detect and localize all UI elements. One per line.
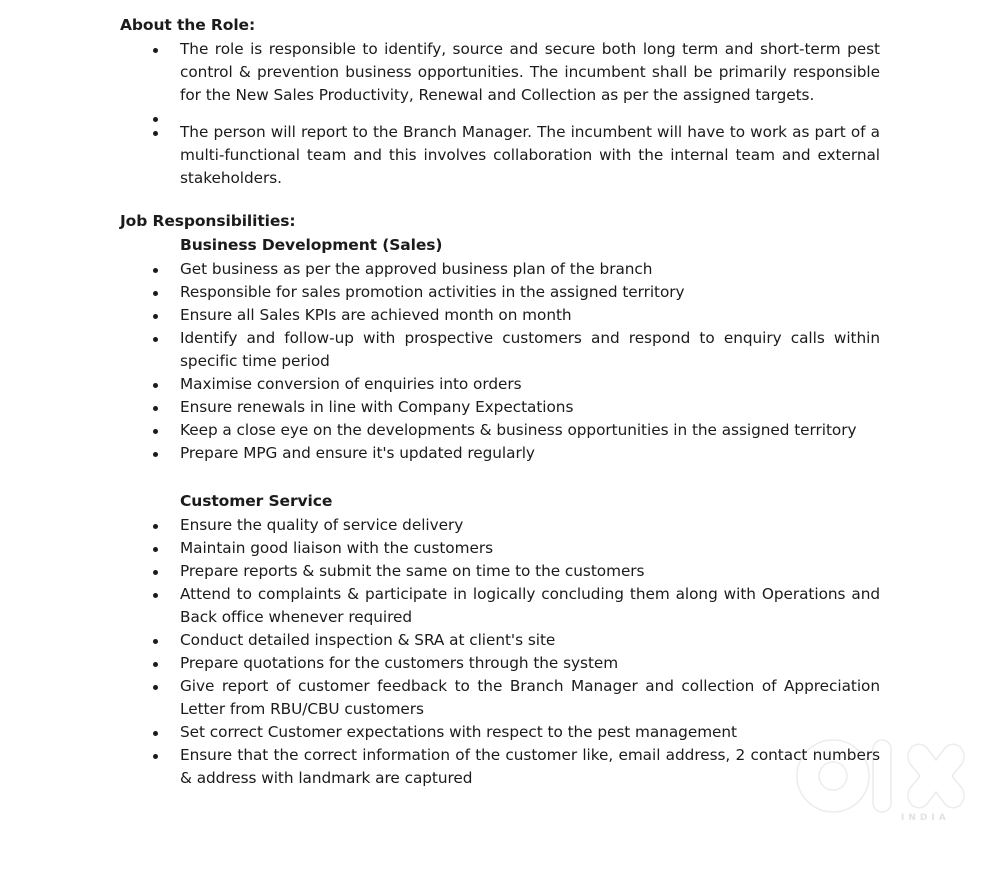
- list-item: [120, 583, 880, 629]
- watermark-subtitle: INDIA: [901, 813, 950, 823]
- business-development-bullet-list: [120, 258, 880, 465]
- bullet-text: The role is responsible to identify, source and secure both long term and short-term pest control & prevention business opportunities. The incumbent shall be primarily responsible for the New Sales Productivity, Renewal and Collection as per the assigned targets.: [180, 40, 880, 104]
- section-spacer: [120, 190, 880, 210]
- list-item: [120, 560, 880, 583]
- heading-job-responsibilities: Job Responsibilities:: [120, 212, 296, 230]
- list-item: [120, 442, 880, 465]
- bullet-text: Ensure that the correct information of the customer like, email address, 2 contact numbers & address with landmark are captured: [180, 746, 880, 787]
- bullet-text: Set correct Customer expectations with respect to the pest management: [180, 723, 738, 741]
- bullet-text: Responsible for sales promotion activities in the assigned territory: [180, 283, 685, 301]
- list-item: [120, 121, 880, 190]
- about-the-role-bullet-list: [120, 38, 880, 190]
- bullet-text: Keep a close eye on the developments & business opportunities in the assigned territory: [180, 421, 857, 439]
- list-item: [120, 419, 880, 442]
- bullet-text: Give report of customer feedback to the Branch Manager and collection of Appreciation Letter from RBU/CBU customers: [180, 677, 880, 718]
- list-item: [120, 675, 880, 721]
- bullet-text: Prepare reports & submit the same on time to the customers: [180, 562, 645, 580]
- list-item: [120, 396, 880, 419]
- document-content: [120, 14, 880, 790]
- bullet-text: Ensure renewals in line with Company Expectations: [180, 398, 574, 416]
- list-item: [120, 721, 880, 744]
- bullet-text: Prepare MPG and ensure it's updated regularly: [180, 444, 535, 462]
- bullet-text: Prepare quotations for the customers through the system: [180, 654, 619, 672]
- bullet-text: The person will report to the Branch Manager. The incumbent will have to work as part of a multi-functional team and this involves collaboration with the internal team and external stakeholders.: [180, 123, 880, 187]
- list-item: [120, 514, 880, 537]
- bullet-text: Conduct detailed inspection & SRA at client's site: [180, 631, 556, 649]
- bullet-spacer: [120, 107, 880, 121]
- subsection-spacer: [120, 465, 880, 490]
- list-item: [120, 258, 880, 281]
- list-item: [120, 373, 880, 396]
- heading-customer-service: Customer Service: [180, 492, 333, 510]
- list-item: [120, 304, 880, 327]
- bullet-text: Identify and follow-up with prospective customers and respond to enquiry calls within specific time period: [180, 329, 880, 370]
- bullet-text: Maintain good liaison with the customers: [180, 539, 493, 557]
- bullet-text: Ensure the quality of service delivery: [180, 516, 464, 534]
- bullet-text: Ensure all Sales KPIs are achieved month on month: [180, 306, 572, 324]
- heading-business-development-sales: Business Development (Sales): [180, 236, 443, 254]
- bullet-text: Attend to complaints & participate in logically concluding them along with Operations and Back office whenever required: [180, 585, 880, 626]
- list-item: [120, 281, 880, 304]
- list-item: [120, 629, 880, 652]
- bullet-text: Get business as per the approved business plan of the branch: [180, 260, 653, 278]
- list-item: [120, 327, 880, 373]
- list-item: [120, 652, 880, 675]
- list-item: [120, 38, 880, 107]
- bullet-text: Maximise conversion of enquiries into orders: [180, 375, 522, 393]
- customer-service-bullet-list: [120, 514, 880, 790]
- heading-about-the-role: About the Role:: [120, 16, 256, 34]
- list-item: [120, 744, 880, 790]
- list-item: [120, 537, 880, 560]
